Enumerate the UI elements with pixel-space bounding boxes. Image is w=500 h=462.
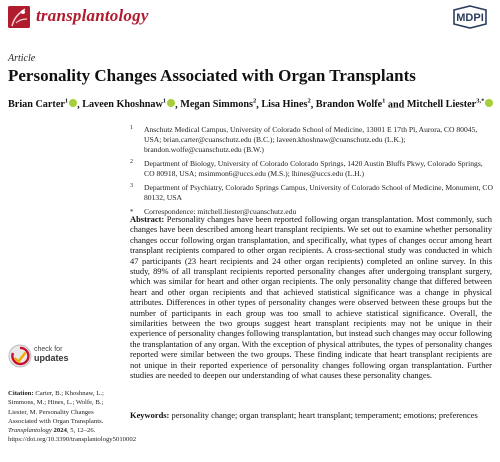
author[interactable]: [82, 99, 175, 110]
affiliation-text: Anschutz Medical Campus, University of Colorado School of Medicine, 13001 E 17th Pl, Aurora, CO 80045, USA; brian.carter@cuanschutz.edu (B.C.); laveen.khoshnaw@cuanschutz.edu (L.K.); brandon.wolfe@cuanschutz.edu (B.W.): [144, 125, 478, 154]
check-updates-line2: updates: [34, 353, 69, 363]
orcid-icon[interactable]: [69, 99, 77, 107]
author-separator: ,: [256, 99, 262, 111]
affiliation-number: 3: [130, 183, 133, 189]
orcid-icon[interactable]: [485, 99, 493, 107]
abstract-label: Abstract:: [130, 214, 165, 224]
correspondence-marker: *: [130, 208, 134, 216]
citation-label: Citation:: [8, 390, 34, 397]
citation-rest[interactable]: , 5, 12–26. https://doi.org/10.3390/transplantology5010002: [8, 427, 137, 444]
check-for-updates-icon: [8, 344, 32, 368]
affiliation-text: Department of Psychiatry, Colorado Springs Campus, University of Colorado School of Medicine, Monument, CO 80132, USA: [144, 183, 493, 202]
journal-header: [0, 0, 500, 34]
author[interactable]: [8, 99, 77, 110]
citation-year: 2024: [53, 427, 67, 435]
citation-authors: Carter, B.; Khoshnaw, L.; Simmons, M.; Hines, L.; Wolfe, B.; Liester, M. Personality Changes Associated with Organ Transplants.: [8, 390, 104, 425]
author-separator: ,: [175, 99, 181, 111]
author-separator: ,: [77, 99, 83, 111]
affiliation-number: 2: [130, 159, 133, 165]
abstract: [130, 214, 492, 381]
author[interactable]: [316, 99, 386, 110]
journal-name: transplantology: [36, 6, 149, 25]
author[interactable]: [407, 99, 493, 110]
affiliation-text: Department of Biology, University of Colorado Colorado Springs, 1420 Austin Bluffs Pkwy, Colorado Springs, CO 80918, USA; msimmon6@uccs.edu (M.S.); lhines@uccs.edu (L.H.): [144, 159, 483, 178]
article-title: Personality Changes Associated with Organ Transplants: [8, 66, 416, 85]
keywords-label: Keywords:: [130, 410, 170, 420]
affiliation-2: [130, 159, 494, 179]
check-updates-line1: check for: [34, 346, 63, 353]
article-type: Article: [8, 53, 36, 64]
mdpi-logo-text: MDPI: [456, 12, 484, 24]
citation-block: [8, 389, 137, 445]
author-separator: ,: [310, 99, 316, 111]
orcid-icon[interactable]: [167, 99, 175, 107]
transplantology-logo-icon: [8, 6, 30, 28]
author-name: Megan Simmons: [180, 99, 253, 111]
keywords: [130, 410, 492, 420]
author-affiliation-sup: 1: [162, 98, 167, 105]
author-list: [8, 95, 494, 111]
author-affiliation-sup: 2: [307, 98, 311, 105]
correspondence-text: Correspondence: mitchell.liester@cuanschutz.edu: [144, 207, 297, 216]
author-name: Brian Carter: [8, 99, 65, 111]
author-name: Mitchell Liester: [406, 99, 477, 111]
affiliation-number: 1: [130, 125, 133, 131]
abstract-text: Personality changes have been reported following organ transplantation. Most commonly, such changes have been described among heart transplant recipients. We set out to examine whether personality changes occur following organ transplantation, and specifically, what types of changes occur among heart transplant recipients compared to other organ recipients. A cross-sectional study was conducted in which 47 participants (23 heart recipients and 24 other organ recipients) completed an online survey. In this study, 89% of all transplant recipients reported personality changes after undergoing transplant surgery, which was similar for heart and other organ recipients. The only personality change that differed between heart and other organ recipients and that achieved statistical significance was a change in physical attributes. Differences in other types of personality changes were observed between these groups but the number of participants in each group was too small to achieve statistical significance. Overall, the similarities between the two groups suggest heart transplant recipients may not be unique in their experience of personality changes following transplantation, but instead such changes may occur following the transplantation of any organ. With the exception of physical attributes, the types of personality changes reported were similar between the two groups. These finding indicate that heart transplant recipients are not unique in their reported experience of personality changes following organ transplantation. Further studies are needed to deepen our understanding of what causes these personality changes.: [130, 214, 493, 381]
citation-journal: Transplantology: [8, 427, 52, 435]
author-separator: and: [385, 99, 407, 111]
affiliation-3: [130, 183, 494, 203]
keywords-text: personality change; organ transplant; heart transplant; temperament; emotions; preferences: [171, 410, 478, 420]
affiliation-1: [130, 125, 494, 155]
author-affiliation-sup: 1: [382, 98, 386, 105]
author[interactable]: [180, 99, 256, 110]
affiliations: [130, 125, 494, 221]
author-name: Lisa Hines: [261, 99, 308, 111]
author-name: Brandon Wolfe: [315, 99, 383, 111]
author-affiliation-sup: 3,*: [476, 98, 485, 105]
check-for-updates-button[interactable]: [8, 342, 70, 374]
author[interactable]: [261, 99, 310, 110]
author-affiliation-sup: 2: [252, 98, 257, 105]
author-name: Laveen Khoshnaw: [82, 99, 163, 111]
mdpi-logo: [450, 5, 490, 29]
author-affiliation-sup: 1: [64, 98, 69, 105]
